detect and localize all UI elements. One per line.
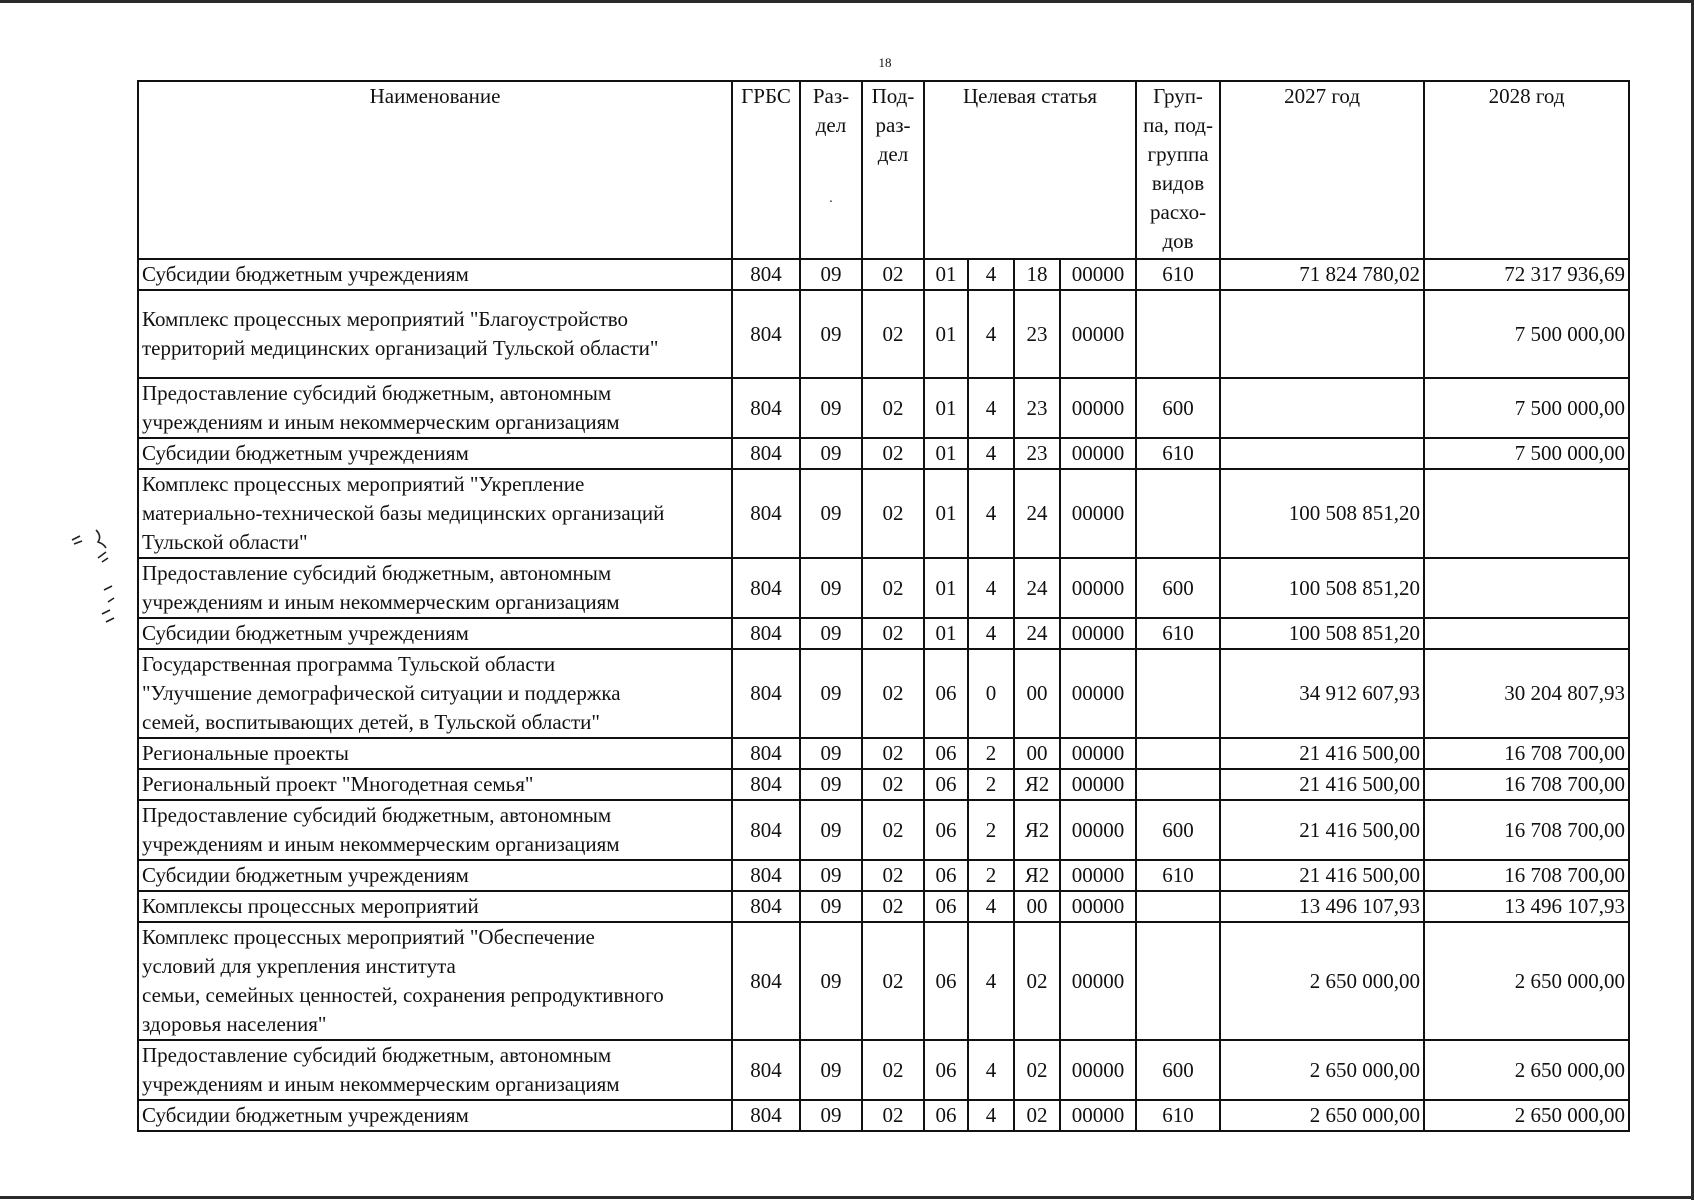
cell-grbs: 804	[732, 558, 800, 618]
cell-target-program: 06	[924, 922, 968, 1040]
cell-amount-2028: 7 500 000,00	[1424, 290, 1629, 378]
cell-expense-group: 610	[1136, 618, 1220, 649]
cell-target-program: 06	[924, 891, 968, 922]
table-row	[138, 558, 1629, 618]
cell-grbs: 804	[732, 922, 800, 1040]
cell-target-program: 01	[924, 618, 968, 649]
cell-target-element: 24	[1014, 558, 1060, 618]
cell-grbs: 804	[732, 891, 800, 922]
cell-amount-2027	[1220, 290, 1424, 378]
cell-target-type: 0	[968, 649, 1014, 738]
cell-target-element: 18	[1014, 259, 1060, 290]
table-row	[138, 378, 1629, 438]
cell-target-element: 00	[1014, 649, 1060, 738]
cell-amount-2027: 71 824 780,02	[1220, 259, 1424, 290]
cell-target-type: 4	[968, 558, 1014, 618]
table-row	[138, 922, 1629, 1040]
table-row	[138, 1100, 1629, 1131]
scan-edge-bottom	[0, 1196, 1694, 1199]
cell-amount-2028	[1424, 469, 1629, 558]
cell-podrazdel: 02	[862, 259, 924, 290]
cell-podrazdel: 02	[862, 649, 924, 738]
cell-target-element: 24	[1014, 618, 1060, 649]
cell-target-direction: 00000	[1060, 378, 1136, 438]
table-row	[138, 738, 1629, 769]
header-name: Наименование	[138, 81, 732, 259]
cell-amount-2028: 72 317 936,69	[1424, 259, 1629, 290]
cell-razdel: 09	[800, 800, 862, 860]
table-row	[138, 891, 1629, 922]
cell-podrazdel: 02	[862, 378, 924, 438]
cell-razdel: 09	[800, 259, 862, 290]
cell-razdel: 09	[800, 1100, 862, 1131]
cell-grbs: 804	[732, 1100, 800, 1131]
cell-amount-2028: 16 708 700,00	[1424, 769, 1629, 800]
cell-podrazdel: 02	[862, 558, 924, 618]
cell-name: Субсидии бюджетным учреждениям	[138, 860, 732, 891]
header-year-2027: 2027 год	[1220, 81, 1424, 259]
cell-amount-2028: 16 708 700,00	[1424, 860, 1629, 891]
cell-target-type: 4	[968, 290, 1014, 378]
cell-expense-group	[1136, 290, 1220, 378]
cell-razdel: 09	[800, 860, 862, 891]
cell-target-element: Я2	[1014, 860, 1060, 891]
cell-name: Субсидии бюджетным учреждениям	[138, 1100, 732, 1131]
cell-amount-2027: 100 508 851,20	[1220, 618, 1424, 649]
cell-razdel: 09	[800, 769, 862, 800]
cell-target-element: 02	[1014, 1100, 1060, 1131]
budget-table	[137, 80, 1630, 1132]
cell-target-type: 4	[968, 378, 1014, 438]
cell-target-direction: 00000	[1060, 1100, 1136, 1131]
cell-expense-group	[1136, 922, 1220, 1040]
cell-target-element: 02	[1014, 1040, 1060, 1100]
cell-expense-group	[1136, 469, 1220, 558]
cell-name: Комплекс процессных мероприятий "Обеспечение условий для укрепления института семьи, семейных ценностей, сохранения репродуктивного здоровья населения"	[138, 922, 732, 1040]
cell-target-program: 06	[924, 1100, 968, 1131]
cell-podrazdel: 02	[862, 891, 924, 922]
cell-podrazdel: 02	[862, 800, 924, 860]
cell-amount-2027: 21 416 500,00	[1220, 769, 1424, 800]
cell-expense-group: 610	[1136, 259, 1220, 290]
cell-target-direction: 00000	[1060, 922, 1136, 1040]
cell-expense-group	[1136, 769, 1220, 800]
cell-grbs: 804	[732, 1040, 800, 1100]
cell-amount-2027: 21 416 500,00	[1220, 860, 1424, 891]
cell-name: Комплекс процессных мероприятий "Благоустройство территорий медицинских организаций Тульской области"	[138, 290, 732, 378]
cell-target-direction: 00000	[1060, 860, 1136, 891]
cell-amount-2028: 16 708 700,00	[1424, 800, 1629, 860]
cell-amount-2028: 7 500 000,00	[1424, 378, 1629, 438]
cell-podrazdel: 02	[862, 769, 924, 800]
header-stray-dot: ·	[828, 195, 834, 210]
cell-target-element: 00	[1014, 891, 1060, 922]
cell-expense-group: 610	[1136, 438, 1220, 469]
cell-name: Региональный проект "Многодетная семья"	[138, 769, 732, 800]
cell-target-type: 4	[968, 1040, 1014, 1100]
cell-razdel: 09	[800, 891, 862, 922]
cell-target-element: 02	[1014, 922, 1060, 1040]
cell-razdel: 09	[800, 738, 862, 769]
cell-amount-2028: 2 650 000,00	[1424, 1100, 1629, 1131]
cell-target-element: Я2	[1014, 800, 1060, 860]
cell-razdel: 09	[800, 649, 862, 738]
cell-grbs: 804	[732, 290, 800, 378]
cell-target-direction: 00000	[1060, 259, 1136, 290]
cell-target-program: 01	[924, 558, 968, 618]
table-header-row	[138, 81, 1629, 259]
table-row	[138, 860, 1629, 891]
table-row	[138, 769, 1629, 800]
cell-target-direction: 00000	[1060, 558, 1136, 618]
cell-expense-group: 610	[1136, 1100, 1220, 1131]
cell-target-type: 2	[968, 769, 1014, 800]
cell-razdel: 09	[800, 558, 862, 618]
cell-amount-2027: 21 416 500,00	[1220, 800, 1424, 860]
cell-podrazdel: 02	[862, 738, 924, 769]
header-target-article: Целевая статья	[924, 81, 1136, 259]
cell-name: Предоставление субсидий бюджетным, автономным учреждениям и иным некоммерческим организациям	[138, 558, 732, 618]
cell-amount-2028: 2 650 000,00	[1424, 1040, 1629, 1100]
table-row	[138, 618, 1629, 649]
cell-target-direction: 00000	[1060, 618, 1136, 649]
cell-target-program: 06	[924, 1040, 968, 1100]
cell-podrazdel: 02	[862, 1040, 924, 1100]
cell-amount-2028: 16 708 700,00	[1424, 738, 1629, 769]
cell-expense-group: 600	[1136, 1040, 1220, 1100]
cell-razdel: 09	[800, 618, 862, 649]
cell-grbs: 804	[732, 649, 800, 738]
cell-target-type: 4	[968, 618, 1014, 649]
cell-podrazdel: 02	[862, 438, 924, 469]
cell-target-direction: 00000	[1060, 1040, 1136, 1100]
cell-target-type: 2	[968, 860, 1014, 891]
cell-amount-2028	[1424, 558, 1629, 618]
cell-grbs: 804	[732, 769, 800, 800]
cell-name: Предоставление субсидий бюджетным, автономным учреждениям и иным некоммерческим организациям	[138, 1040, 732, 1100]
cell-amount-2028: 13 496 107,93	[1424, 891, 1629, 922]
cell-podrazdel: 02	[862, 1100, 924, 1131]
cell-target-program: 06	[924, 800, 968, 860]
cell-name: Комплексы процессных мероприятий	[138, 891, 732, 922]
cell-amount-2027: 21 416 500,00	[1220, 738, 1424, 769]
cell-amount-2027: 34 912 607,93	[1220, 649, 1424, 738]
table-row	[138, 259, 1629, 290]
cell-amount-2027	[1220, 438, 1424, 469]
cell-amount-2027: 13 496 107,93	[1220, 891, 1424, 922]
cell-razdel: 09	[800, 438, 862, 469]
cell-grbs: 804	[732, 738, 800, 769]
cell-amount-2028	[1424, 618, 1629, 649]
margin-scribble-marks	[62, 518, 122, 638]
cell-grbs: 804	[732, 378, 800, 438]
cell-amount-2027: 100 508 851,20	[1220, 469, 1424, 558]
cell-expense-group: 610	[1136, 860, 1220, 891]
cell-target-element: 23	[1014, 290, 1060, 378]
header-podrazdel: Под- раз- дел	[862, 81, 924, 259]
cell-expense-group: 600	[1136, 558, 1220, 618]
cell-target-direction: 00000	[1060, 649, 1136, 738]
table-row	[138, 800, 1629, 860]
cell-target-element: 23	[1014, 378, 1060, 438]
cell-amount-2027: 100 508 851,20	[1220, 558, 1424, 618]
cell-target-program: 01	[924, 290, 968, 378]
cell-target-direction: 00000	[1060, 290, 1136, 378]
cell-target-program: 06	[924, 860, 968, 891]
cell-podrazdel: 02	[862, 290, 924, 378]
cell-podrazdel: 02	[862, 922, 924, 1040]
table-row	[138, 290, 1629, 378]
cell-expense-group: 600	[1136, 378, 1220, 438]
cell-razdel: 09	[800, 922, 862, 1040]
cell-razdel: 09	[800, 378, 862, 438]
page-number: 18	[878, 55, 892, 70]
cell-amount-2027: 2 650 000,00	[1220, 1040, 1424, 1100]
cell-name: Субсидии бюджетным учреждениям	[138, 438, 732, 469]
cell-target-type: 4	[968, 438, 1014, 469]
header-year-2028: 2028 год	[1424, 81, 1629, 259]
cell-razdel: 09	[800, 1040, 862, 1100]
cell-amount-2028: 30 204 807,93	[1424, 649, 1629, 738]
cell-grbs: 804	[732, 438, 800, 469]
cell-expense-group: 600	[1136, 800, 1220, 860]
cell-podrazdel: 02	[862, 469, 924, 558]
cell-expense-group	[1136, 891, 1220, 922]
cell-target-direction: 00000	[1060, 769, 1136, 800]
cell-name: Предоставление субсидий бюджетным, автономным учреждениям и иным некоммерческим организациям	[138, 378, 732, 438]
table-row	[138, 649, 1629, 738]
cell-name: Предоставление субсидий бюджетным, автономным учреждениям и иным некоммерческим организациям	[138, 800, 732, 860]
cell-target-type: 4	[968, 922, 1014, 1040]
header-expense-group: Груп- па, под- группа видов расхо- дов	[1136, 81, 1220, 259]
cell-podrazdel: 02	[862, 618, 924, 649]
cell-target-program: 01	[924, 259, 968, 290]
cell-target-type: 4	[968, 891, 1014, 922]
cell-name: Субсидии бюджетным учреждениям	[138, 259, 732, 290]
header-razdel: Раз- дел ·	[800, 81, 862, 259]
cell-target-direction: 00000	[1060, 891, 1136, 922]
cell-razdel: 09	[800, 290, 862, 378]
cell-grbs: 804	[732, 860, 800, 891]
cell-name: Региональные проекты	[138, 738, 732, 769]
cell-target-program: 01	[924, 438, 968, 469]
cell-target-element: 23	[1014, 438, 1060, 469]
cell-target-element: Я2	[1014, 769, 1060, 800]
cell-podrazdel: 02	[862, 860, 924, 891]
cell-target-direction: 00000	[1060, 800, 1136, 860]
cell-target-direction: 00000	[1060, 469, 1136, 558]
header-grbs: ГРБС	[732, 81, 800, 259]
cell-target-type: 4	[968, 259, 1014, 290]
cell-name: Комплекс процессных мероприятий "Укрепление материально-технической базы медицинских организаций Тульской области"	[138, 469, 732, 558]
cell-target-direction: 00000	[1060, 438, 1136, 469]
table-row	[138, 469, 1629, 558]
cell-grbs: 804	[732, 469, 800, 558]
table-body	[138, 259, 1629, 1131]
cell-grbs: 804	[732, 618, 800, 649]
cell-target-program: 06	[924, 769, 968, 800]
table-row	[138, 438, 1629, 469]
cell-amount-2028: 7 500 000,00	[1424, 438, 1629, 469]
cell-target-program: 01	[924, 378, 968, 438]
scan-edge-top	[0, 0, 1694, 3]
cell-target-program: 06	[924, 649, 968, 738]
cell-name: Субсидии бюджетным учреждениям	[138, 618, 732, 649]
cell-target-type: 4	[968, 469, 1014, 558]
cell-target-element: 24	[1014, 469, 1060, 558]
cell-target-program: 06	[924, 738, 968, 769]
cell-expense-group	[1136, 738, 1220, 769]
cell-name: Государственная программа Тульской области "Улучшение демографической ситуации и поддержка семей, воспитывающих детей, в Тульской области"	[138, 649, 732, 738]
cell-target-element: 00	[1014, 738, 1060, 769]
cell-amount-2028: 2 650 000,00	[1424, 922, 1629, 1040]
cell-amount-2027	[1220, 378, 1424, 438]
cell-expense-group	[1136, 649, 1220, 738]
cell-grbs: 804	[732, 800, 800, 860]
table-row	[138, 1040, 1629, 1100]
cell-amount-2027: 2 650 000,00	[1220, 922, 1424, 1040]
cell-target-type: 4	[968, 1100, 1014, 1131]
cell-razdel: 09	[800, 469, 862, 558]
cell-grbs: 804	[732, 259, 800, 290]
cell-amount-2027: 2 650 000,00	[1220, 1100, 1424, 1131]
cell-target-type: 2	[968, 800, 1014, 860]
cell-target-type: 2	[968, 738, 1014, 769]
cell-target-direction: 00000	[1060, 738, 1136, 769]
cell-target-program: 01	[924, 469, 968, 558]
